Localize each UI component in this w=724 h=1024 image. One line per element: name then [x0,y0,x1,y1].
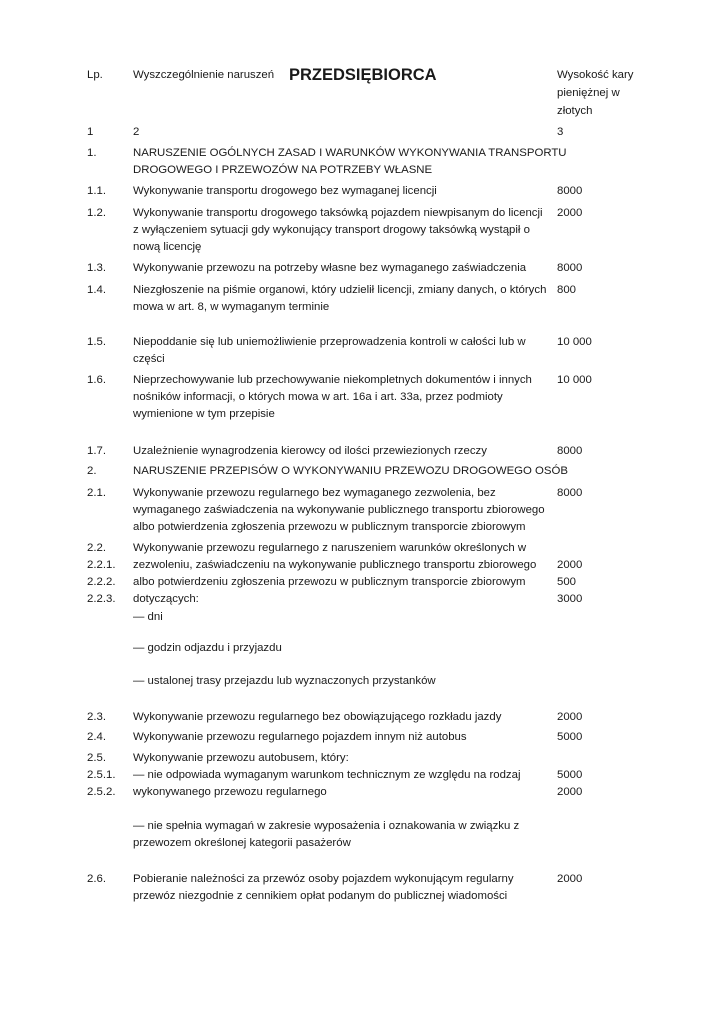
row-lp: 1.6. [87,374,106,386]
row-description: NARUSZENIE PRZEPISÓW O WYKONYWANIU PRZEWOZU DROGOWEGO OSÓB [133,465,568,477]
row-amount: 5000 [557,731,583,743]
row-lp: 2.2.1. [87,559,116,571]
row-description: Nieprzechowywanie lub przechowywanie niekompletnych dokumentów i innych [133,374,532,386]
row-lp: 1.5. [87,336,106,348]
row-description: wymienione w tym przepisie [133,408,275,420]
row-description: Niepoddanie się lub uniemożliwienie przeprowadzenia kontroli w całości lub w [133,336,526,348]
row-lp: 2. [87,465,97,477]
row-amount: 500 [557,576,577,588]
row-description: albo potwierdzenia zgłoszenia przewozu w publicznym transporcie zbiorowym [133,521,526,533]
row-lp: 2.3. [87,711,106,723]
row-description: Wykonywanie przewozu regularnego bez wymaganego zezwolenia, bez [133,487,496,499]
row-description: zezwoleniu, zaświadczeniu na wykonywanie publicznego transportu zbiorowego [133,559,537,571]
row-description: Wykonywanie przewozu regularnego bez obowiązującego rozkładu jazdy [133,711,502,723]
row-description: NARUSZENIE OGÓLNYCH ZASAD I WARUNKÓW WYKONYWANIA TRANSPORTU [133,147,567,159]
row-description: Uzależnienie wynagrodzenia kierowcy od ilości przewiezionych rzeczy [133,445,487,457]
row-lp: 2.2.2. [87,576,116,588]
row-description: wymaganego zaświadczenia na wykonywanie publicznego transportu zbiorowego [133,504,545,516]
row-description: — nie odpowiada wymaganym warunkom technicznym ze względu na rodzaj [133,769,521,781]
row-lp: 1.4. [87,284,106,296]
row-lp: 2.2.3. [87,593,116,605]
row-description: części [133,353,165,365]
row-description: Wykonywanie przewozu na potrzeby własne bez wymaganego zaświadczenia [133,262,527,274]
row-lp: 1. [87,147,97,159]
column-number-2: 2 [133,126,140,138]
row-description: — dni [133,611,163,623]
row-lp: 2.5.1. [87,769,116,781]
row-amount: 2000 [557,559,583,571]
row-description: Pobieranie należności za przewóz osoby pojazdem wykonującym regularny [133,873,514,885]
row-amount: 8000 [557,445,583,457]
row-description: — nie spełnia wymagań w zakresie wyposażenia i oznakowania w związku z [133,820,520,832]
row-description: dotyczących: [133,593,199,605]
row-lp: 2.5.2. [87,786,116,798]
row-lp: 1.3. [87,262,106,274]
row-lp: 2.6. [87,873,106,885]
row-amount: 8000 [557,262,583,274]
row-description: DROGOWEGO I PRZEWOZÓW NA POTRZEBY WŁASNE [133,164,433,176]
header-lp: Lp. [87,69,103,81]
row-description: Wykonywanie przewozu regularnego pojazdem innym niż autobus [133,731,467,743]
header-amount-line: pieniężnej w [557,87,620,99]
header-description: Wyszczególnienie naruszeń [133,69,275,81]
row-description: — godzin odjazdu i przyjazdu [133,642,282,654]
row-description: albo potwierdzeniu zgłoszenia przewozu w publicznym transporcie zbiorowym [133,576,526,588]
row-description: Wykonywanie przewozu regularnego z naruszeniem warunków określonych w [133,542,527,554]
row-description: Wykonywanie przewozu autobusem, który: [133,752,349,764]
row-amount: 5000 [557,769,583,781]
row-description: nośników informacji, o których mowa w art. 16a i art. 33a, przez podmioty [133,391,503,403]
row-description: z wyłączeniem sytuacji gdy wykonujący transport drogowy taksówką wystąpił o [133,224,530,236]
row-description: mowa w art. 8, w wymaganym terminie [133,301,330,313]
row-description: Wykonywanie transportu drogowego bez wymaganej licencji [133,185,437,197]
page-title: PRZEDSIĘBIORCA [289,66,437,84]
row-amount: 2000 [557,207,583,219]
row-lp: 2.5. [87,752,106,764]
row-amount: 8000 [557,487,583,499]
column-number-1: 1 [87,126,94,138]
row-lp: 1.2. [87,207,106,219]
row-amount: 2000 [557,786,583,798]
row-description: nową licencję [133,241,202,253]
row-lp: 2.4. [87,731,106,743]
row-lp: 1.1. [87,185,106,197]
row-description: przewozem określonej kategorii pasażerów [133,837,351,849]
row-lp: 2.2. [87,542,106,554]
row-amount: 8000 [557,185,583,197]
row-description: przewóz niezgodnie z cennikiem opłat podanym do publicznej wiadomości [133,890,508,902]
row-amount: 3000 [557,593,583,605]
row-lp: 1.7. [87,445,106,457]
row-description: Wykonywanie transportu drogowego taksówką pojazdem niewpisanym do licencji [133,207,543,219]
row-description: wykonywanego przewozu regularnego [133,786,327,798]
column-number-3: 3 [557,126,564,138]
header-amount-line: Wysokość kary [557,69,634,81]
row-amount: 10 000 [557,336,592,348]
row-amount: 10 000 [557,374,592,386]
row-description: Niezgłoszenie na piśmie organowi, który udzielił licencji, zmiany danych, o których [133,284,547,296]
row-description: — ustalonej trasy przejazdu lub wyznaczonych przystanków [133,675,436,687]
row-lp: 2.1. [87,487,106,499]
row-amount: 2000 [557,873,583,885]
row-amount: 2000 [557,711,583,723]
header-amount-line: złotych [557,105,593,117]
row-amount: 800 [557,284,577,296]
